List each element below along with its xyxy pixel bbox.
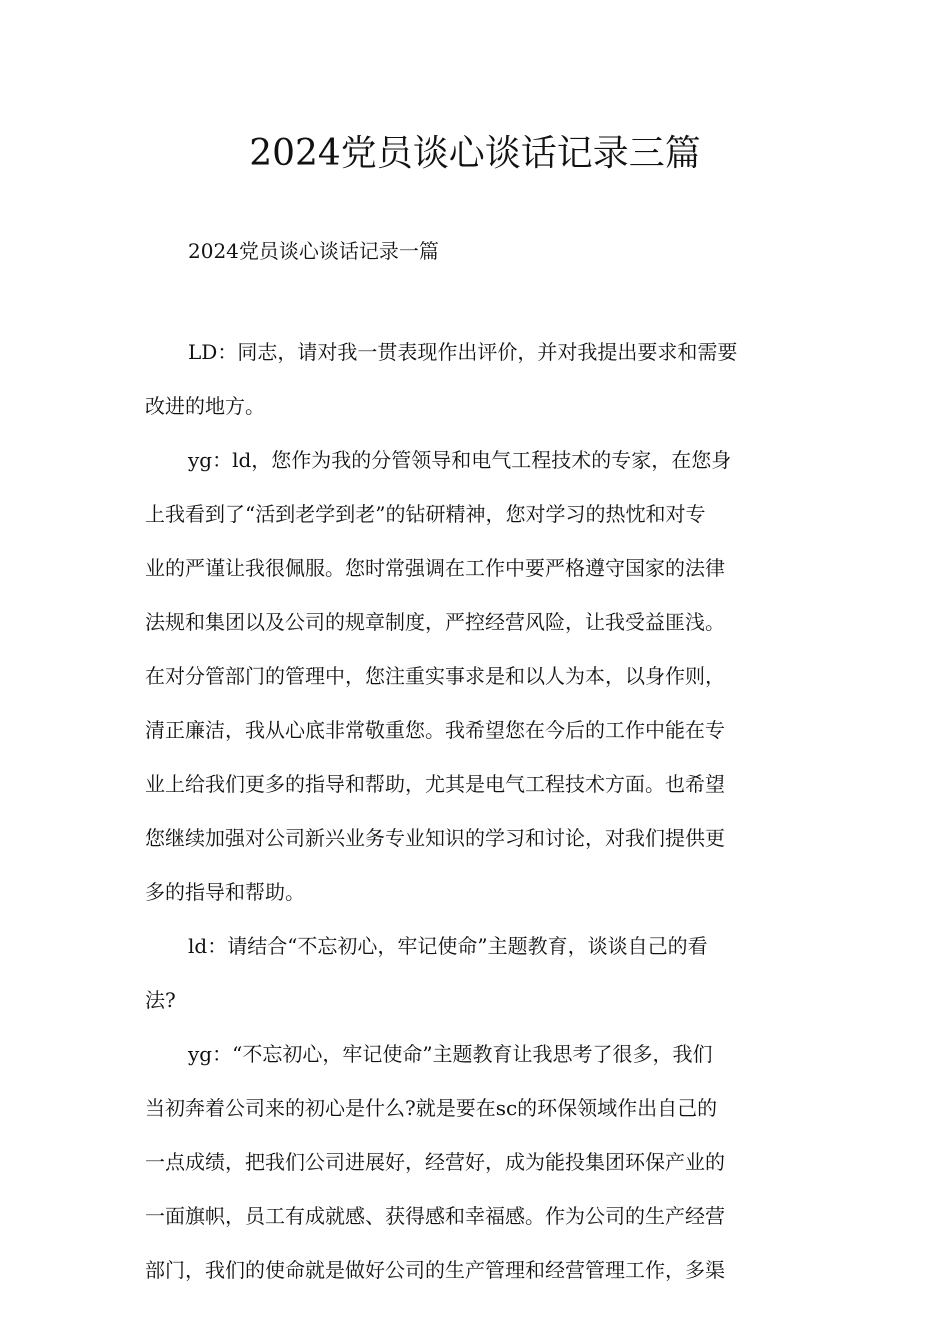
body-line: 上我看到了“活到老学到老”的钻研精神，您对学习的热忱和对专 (145, 502, 706, 526)
document-body (145, 334, 805, 1306)
body-line: 法规和集团以及公司的规章制度，严控经营风险，让我受益匪浅。 (145, 610, 725, 634)
body-line: 您继续加强对公司新兴业务专业知识的学习和讨论，对我们提供更 (145, 826, 725, 850)
body-line: 清正廉洁，我从心底非常敬重您。我希望您在今后的工作中能在专 (145, 718, 725, 742)
body-line: 部门，我们的使命就是做好公司的生产管理和经营管理工作，多渠 (145, 1258, 725, 1282)
body-line: 改进的地方。 (145, 394, 265, 418)
body-line: 一点成绩，把我们公司进展好，经营好，成为能投集团环保产业的 (145, 1150, 725, 1174)
document-subtitle: 2024党员谈心谈话记录一篇 (188, 239, 439, 263)
body-line: 在对分管部门的管理中，您注重实事求是和以人为本，以身作则， (145, 664, 725, 688)
document-title: 2024党员谈心谈话记录三篇 (249, 133, 701, 174)
body-line: LD：同志，请对我一贯表现作出评价，并对我提出要求和需要 (188, 340, 738, 364)
body-line: 业的严谨让我很佩服。您时常强调在工作中要严格遵守国家的法律 (145, 556, 725, 580)
body-line: 业上给我们更多的指导和帮助，尤其是电气工程技术方面。也希望 (145, 772, 725, 796)
body-line: 当初奔着公司来的初心是什么?就是要在sc的环保领域作出自己的 (145, 1096, 718, 1120)
body-line: yg：ld，您作为我的分管领导和电气工程技术的专家，在您身 (188, 448, 732, 472)
body-line: ld：请结合“不忘初心，牢记使命”主题教育，谈谈自己的看 (188, 934, 708, 958)
body-line: 多的指导和帮助。 (145, 880, 305, 904)
body-line: 一面旗帜，员工有成就感、获得感和幸福感。作为公司的生产经营 (145, 1204, 725, 1228)
body-line: yg：“不忘初心，牢记使命”主题教育让我思考了很多，我们 (188, 1042, 713, 1066)
body-line: 法? (145, 988, 176, 1012)
